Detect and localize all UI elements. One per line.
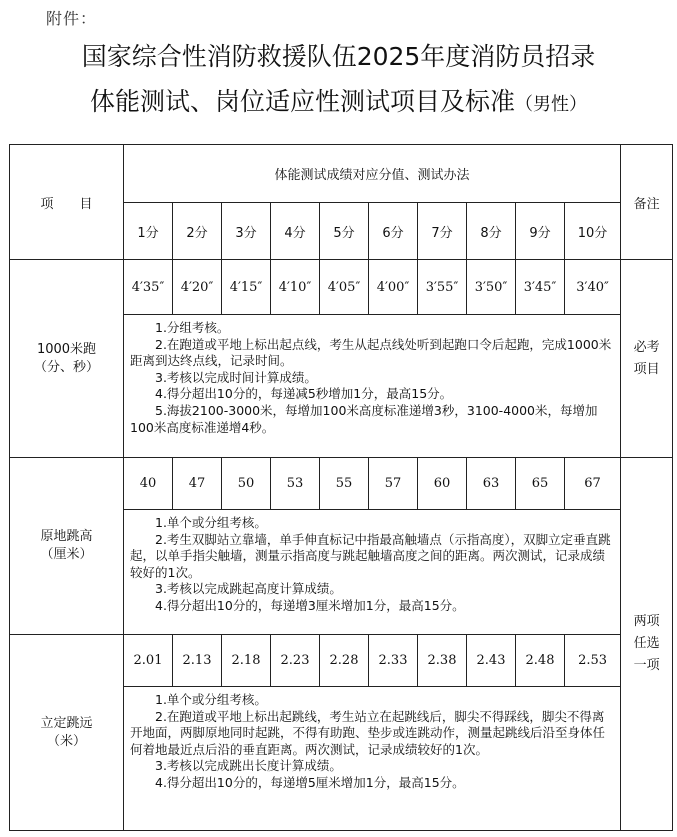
note-line: 必考: [633, 339, 660, 355]
run-value: 3′45″: [516, 260, 565, 315]
page-title-line1: 国家综合性消防救援队伍2025年度消防员招录: [81, 42, 596, 71]
longjump-value: 2.18: [222, 635, 271, 687]
highjump-value: 67: [565, 458, 621, 510]
point-cell: 1分: [124, 203, 173, 260]
point-cell: 2分: [173, 203, 222, 260]
highjump-values-row: [10, 458, 673, 510]
highjump-value: 65: [516, 458, 565, 510]
optional-note: [621, 458, 673, 831]
longjump-value: 2.33: [369, 635, 418, 687]
method-line: 4.得分超出10分的，每递减5秒增加1分，最高15分。: [130, 386, 453, 402]
highjump-value: 47: [173, 458, 222, 510]
longjump-value: 2.13: [173, 635, 222, 687]
run-method: [124, 315, 621, 458]
method-line: 1.分组考核。: [130, 320, 230, 335]
method-line: 5.海拔2100-3000米，每增加100米高度标准递增3秒，3100-4000米，每增加100米高度标准递增4秒。: [130, 402, 598, 435]
longjump-values-row: [10, 635, 673, 687]
scores-caption: 体能测试成绩对应分值、测试办法: [124, 145, 621, 203]
point-cell: 8分: [467, 203, 516, 260]
run-value: 4′10″: [271, 260, 320, 315]
point-cell: 6分: [369, 203, 418, 260]
point-cell: 4分: [271, 203, 320, 260]
method-line: 2.在跑道或平地上标出起跳线，考生站立在起跳线后，脚尖不得踩线，脚尖不得离开地面，两脚原地同时起跳，不得有助跑、垫步或连跳动作，测量起跳线后沿至身体任何着地最近点后沿的垂直距离。两次测试，记录成绩较好的1次。: [130, 708, 606, 757]
run-unit: （分、秒）: [33, 359, 99, 375]
highjump-name: 原地跳高: [40, 529, 93, 544]
method-line: 1.单个或分组考核。: [130, 515, 267, 530]
highjump-unit: （厘米）: [40, 547, 93, 562]
highjump-value: 57: [369, 458, 418, 510]
point-cell: 9分: [516, 203, 565, 260]
note-line: 一项: [633, 658, 660, 673]
highjump-value: 63: [467, 458, 516, 510]
longjump-method: [124, 687, 621, 831]
header-row: [10, 145, 673, 203]
run-name: 1000米跑: [36, 341, 97, 357]
item-column-header: 项 目: [10, 145, 124, 260]
point-cell: 10分: [565, 203, 621, 260]
longjump-name: 立定跳远: [40, 715, 93, 731]
longjump-value: 2.48: [516, 635, 565, 687]
highjump-label: [10, 458, 124, 635]
required-note: [621, 260, 673, 458]
highjump-value: 53: [271, 458, 320, 510]
run-value: 4′20″: [173, 260, 222, 315]
method-line: 3.考核以完成跳出长度计算成绩。: [130, 758, 342, 774]
run-values-row: [10, 260, 673, 315]
highjump-value: 50: [222, 458, 271, 510]
longjump-value: 2.53: [565, 635, 621, 687]
point-cell: 3分: [222, 203, 271, 260]
longjump-unit: （米）: [46, 733, 86, 749]
run-value: 3′40″: [565, 260, 621, 315]
highjump-value: 60: [418, 458, 467, 510]
highjump-method: [124, 510, 621, 635]
title-gender-sub: （男性）: [515, 94, 587, 115]
method-line: 1.单个或分组考核。: [130, 692, 267, 707]
method-line: 3.考核以完成跳起高度计算成绩。: [130, 581, 342, 597]
run-value: 3′55″: [418, 260, 467, 315]
run-value: 4′05″: [320, 260, 369, 315]
longjump-value: 2.23: [271, 635, 320, 687]
longjump-value: 2.43: [467, 635, 516, 687]
method-line: 2.考生双脚站立靠墙，单手伸直标记中指最高触墙点（示指高度），双脚立定垂直跳起，以单手指尖触墙，测量示指高度与跳起触墙高度之间的距离。两次测试，记录成绩较好的1次。: [130, 531, 611, 580]
standards-table: [9, 144, 673, 831]
point-cell: 7分: [418, 203, 467, 260]
note-line: 项目: [633, 361, 660, 377]
method-line: 3.考核以完成时间计算成绩。: [130, 369, 317, 385]
highjump-value: 55: [320, 458, 369, 510]
highjump-value: 40: [124, 458, 173, 510]
run-value: 3′50″: [467, 260, 516, 315]
run-value: 4′15″: [222, 260, 271, 315]
run-value: 4′35″: [124, 260, 173, 315]
method-line: 4.得分超出10分的，每递增5厘米增加1分，最高15分。: [130, 774, 465, 790]
longjump-value: 2.01: [124, 635, 173, 687]
note-column-header: 备注: [621, 145, 673, 260]
run-value: 4′00″: [369, 260, 418, 315]
longjump-value: 2.28: [320, 635, 369, 687]
method-line: 2.在跑道或平地上标出起点线，考生从起点线处听到起跑口令后起跑，完成1000米距离到达终点线，记录时间。: [130, 336, 612, 369]
method-line: 4.得分超出10分的，每递增3厘米增加1分，最高15分。: [130, 597, 465, 613]
attachment-label: 附件：: [46, 9, 98, 28]
point-cell: 5分: [320, 203, 369, 260]
note-line: 两项: [633, 614, 660, 629]
longjump-value: 2.38: [418, 635, 467, 687]
page-title-line2: [0, 82, 677, 118]
note-line: 任选: [633, 636, 660, 651]
run-label: [10, 260, 124, 458]
longjump-label: [10, 635, 124, 831]
title-main: 体能测试、岗位适应性测试项目及标准: [89, 87, 515, 116]
